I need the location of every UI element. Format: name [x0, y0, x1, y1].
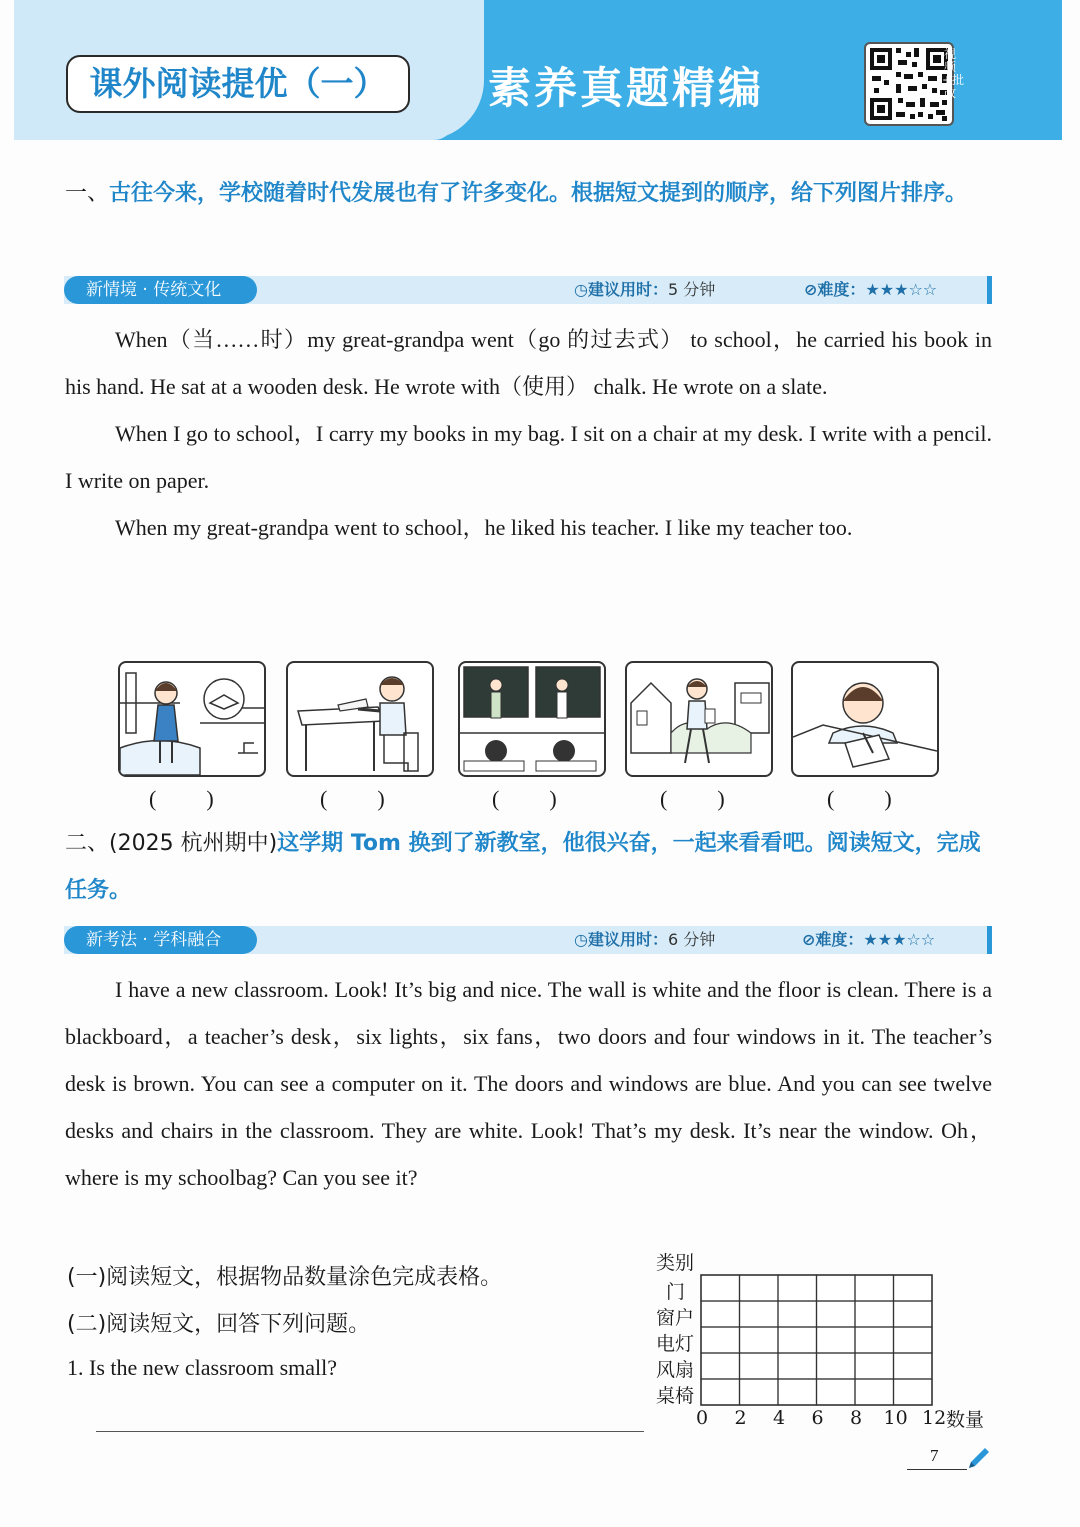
- chart-category-label: 电灯: [656, 1333, 695, 1355]
- qr-side-label: 视频+批改: [942, 47, 965, 100]
- chart-cell[interactable]: [740, 1353, 779, 1379]
- chart-cell[interactable]: [817, 1353, 856, 1379]
- question-1-difficulty: ⊘难度：★★★☆☆: [804, 280, 938, 299]
- chart-cell[interactable]: [894, 1301, 933, 1327]
- chart-cell[interactable]: [817, 1301, 856, 1327]
- chart-tick-label: 10: [883, 1407, 908, 1429]
- chart-tick-label: 2: [734, 1407, 747, 1429]
- chart-tick-label: 8: [850, 1407, 863, 1429]
- section-title: 课外阅读提优（一）: [66, 55, 410, 113]
- chart-cell[interactable]: [817, 1379, 856, 1405]
- chart-tick-label: 12: [922, 1407, 947, 1429]
- chart-cell[interactable]: [855, 1275, 894, 1301]
- chart-tick-label: 4: [773, 1407, 786, 1429]
- info-bar-end: [987, 276, 992, 304]
- passage-paragraph: When my great-grandpa went to school，he liked his teacher. I like my teacher too.: [115, 515, 853, 540]
- chart-cell[interactable]: [740, 1301, 779, 1327]
- answer-blank-2[interactable]: ( ): [320, 786, 387, 811]
- picture-boy-walking-with-books: [625, 661, 773, 777]
- chart-cell[interactable]: [778, 1301, 817, 1327]
- question-1-instruction: 古往今来，学校随着时代发展也有了许多变化。根据短文提到的顺序，给下列图片排序。: [109, 181, 968, 206]
- question-2-number: 二、: [65, 831, 110, 856]
- question-2-tag: 新考法 · 学科融合: [64, 926, 243, 954]
- question-2-passage: [65, 966, 992, 1201]
- answer-blank-4[interactable]: ( ): [660, 786, 727, 811]
- chart-cell[interactable]: [894, 1275, 933, 1301]
- question-2-difficulty: ⊘难度：★★★☆☆: [802, 930, 936, 949]
- chart-tick-label: 6: [811, 1407, 824, 1429]
- question-1-text: 1. Is the new classroom small?: [67, 1355, 338, 1380]
- difficulty-stars: ★★★☆☆: [863, 930, 936, 949]
- task-2-instruction: (二)阅读短文，回答下列问题。: [67, 1312, 371, 1337]
- question-1-time: ◷建议用时：5 分钟: [574, 280, 716, 299]
- question-2-time-value: 6 分钟: [667, 930, 716, 949]
- answer-line[interactable]: [96, 1431, 644, 1432]
- chart-cell[interactable]: [740, 1379, 779, 1405]
- chart-cell[interactable]: [740, 1275, 779, 1301]
- clock-icon: ◷: [574, 280, 588, 299]
- picture-boy-writing-on-paper: [791, 661, 939, 777]
- question-1-info-bar: [64, 276, 992, 304]
- chart-cell[interactable]: [894, 1379, 933, 1405]
- question-2-source: (2025 杭州期中): [109, 831, 278, 856]
- chart-cell[interactable]: [778, 1379, 817, 1405]
- chart-cell[interactable]: [855, 1353, 894, 1379]
- question-2-title: [65, 820, 995, 914]
- picture-boy-at-wooden-desk: [286, 661, 434, 777]
- chart-cell[interactable]: [701, 1379, 740, 1405]
- task-1-instruction: (一)阅读短文，根据物品数量涂色完成表格。: [67, 1265, 503, 1290]
- chart-cell[interactable]: [894, 1327, 933, 1353]
- answer-blank-3[interactable]: ( ): [492, 786, 559, 811]
- question-1-time-value: 5 分钟: [667, 280, 716, 299]
- chart-cell[interactable]: [778, 1327, 817, 1353]
- chart-cell[interactable]: [855, 1327, 894, 1353]
- chart-cell[interactable]: [701, 1275, 740, 1301]
- chart-cell[interactable]: [817, 1327, 856, 1353]
- picture-girl-going-to-school: [118, 661, 266, 777]
- page-number: 7: [930, 1446, 939, 1465]
- question-1-number: 一、: [65, 181, 110, 206]
- question-2-info-bar: [64, 926, 992, 954]
- picture-row: [118, 661, 936, 777]
- info-bar-end: [987, 926, 992, 954]
- question-1-passage: [65, 316, 992, 551]
- qr-code-icon[interactable]: [864, 42, 954, 126]
- chart-category-label: 桌椅: [656, 1385, 695, 1407]
- chart-cell[interactable]: [855, 1301, 894, 1327]
- chart-cell[interactable]: [740, 1327, 779, 1353]
- chart-cell[interactable]: [778, 1275, 817, 1301]
- check-circle-icon: ⊘: [802, 930, 816, 949]
- page-number-underline: [907, 1469, 967, 1470]
- chart-cell[interactable]: [701, 1353, 740, 1379]
- passage-paragraph: When I go to school，I carry my books in my bag. I sit on a chair at my desk. I write with a pencil. I write on paper.: [65, 421, 992, 493]
- answer-blank-1[interactable]: ( ): [149, 786, 216, 811]
- book-section-title: 素养真题精编: [488, 64, 764, 114]
- passage-paragraph: I have a new classroom. Look! It’s big and nice. The wall is white and the floor is clean. There is a blackboard，a teacher’s desk，six lights，six fans，two doors and four windows in it. The teacher’s desk is brown. You can see a computer on it. The doors and windows are blue. And you can see twelve desks and chairs in the classroom. They are white. Look! That’s my desk. It’s near the window. Oh，where is my schoolbag? Can you see it?: [65, 977, 992, 1190]
- answer-blank-5[interactable]: ( ): [827, 786, 894, 811]
- question-1-title: [65, 170, 995, 217]
- chart-cell[interactable]: [778, 1353, 817, 1379]
- chart-cell[interactable]: [701, 1327, 740, 1353]
- chart-category-label: 门: [666, 1281, 686, 1303]
- chart-y-axis-label: 类别: [656, 1252, 695, 1274]
- clock-icon: ◷: [574, 930, 588, 949]
- chart-cell[interactable]: [894, 1353, 933, 1379]
- chart-x-axis-label: 数量: [946, 1409, 985, 1431]
- chart-cell[interactable]: [701, 1301, 740, 1327]
- chart-category-label: 窗户: [656, 1307, 695, 1329]
- pencil-icon: [965, 1446, 991, 1472]
- chart-category-label: 风扇: [656, 1359, 695, 1381]
- chart-tick-label: 0: [696, 1407, 709, 1429]
- check-circle-icon: ⊘: [804, 280, 818, 299]
- page-header: [14, 0, 1062, 140]
- question-1-tag: 新情境 · 传统文化: [64, 276, 243, 304]
- chart-cell[interactable]: [817, 1275, 856, 1301]
- passage-paragraph: When（当……时）my great-grandpa went（go 的过去式） to school，he carried his book in his hand. He sat at a wooden desk. He wrote with（使用） chalk. He wrote on a slate.: [65, 327, 992, 399]
- chart-cell[interactable]: [855, 1379, 894, 1405]
- coloring-chart: [650, 1240, 1010, 1440]
- difficulty-stars: ★★★☆☆: [865, 280, 938, 299]
- question-2-instruction: 这学期 Tom 换到了新教室，他很兴奋，一起来看看吧。阅读短文，完成任务。: [65, 831, 981, 903]
- question-2-time: ◷建议用时：6 分钟: [574, 930, 716, 949]
- picture-teachers-at-blackboard: [458, 661, 606, 777]
